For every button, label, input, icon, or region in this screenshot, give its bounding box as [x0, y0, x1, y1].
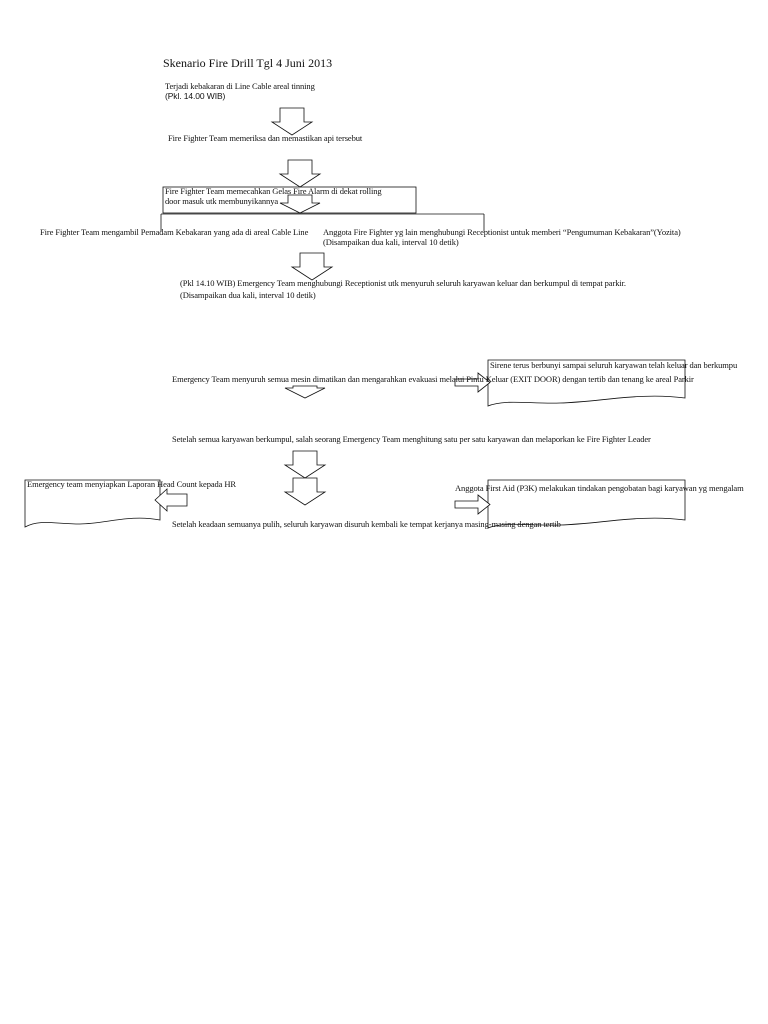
arrow-down-1 — [272, 108, 312, 135]
step4-right-text-line2: (Disampaikan dua kali, interval 10 detik) — [323, 237, 459, 247]
step8-right-text: Anggota First Aid (P3K) melakukan tindakan pengobatan bagi karyawan yg mengalam — [455, 483, 744, 493]
step3-text-line1: Fire Fighter Team memecahkan Gelas Fire Alarm di dekat rolling — [165, 186, 382, 196]
arrow-down-5 — [285, 386, 325, 398]
step3-text-line2: door masuk utk membunyikannya — [165, 196, 279, 206]
step6-side-text: Sirene terus berbunyi sampai seluruh karyawan telah keluar dan berkumpu — [490, 360, 738, 370]
step1-time: (Pkl. 14.00 WIB) — [165, 91, 226, 101]
step5-text-line2: (Disampaikan dua kali, interval 10 detik) — [180, 290, 316, 300]
arrow-right-2 — [455, 495, 490, 514]
arrow-down-6 — [285, 451, 325, 478]
step2-text: Fire Fighter Team memeriksa dan memastikan api tersebut — [168, 133, 363, 143]
step6-text: Emergency Team menyuruh semua mesin dimatikan dan mengarahkan evakuasi melalui Pintu Keluar (EXIT DOOR) dengan tertib dan tenang ke areal Parkir — [172, 374, 694, 384]
arrow-down-4 — [292, 253, 332, 280]
step4-left-text: Fire Fighter Team mengambil Pemadam Kebakaran yang ada di areal Cable Line — [40, 227, 309, 237]
step7-text: Setelah semua karyawan berkumpul, salah seorang Emergency Team menghitung satu per satu karyawan dan melaporkan ke Fire Fighter Leader — [172, 434, 651, 444]
page-title: Skenario Fire Drill Tgl 4 Juni 2013 — [163, 56, 333, 70]
step5-text-line1: (Pkl 14.10 WIB) Emergency Team menghubungi Receptionist utk menyuruh seluruh karyawan keluar dan berkumpul di tempat parkir. — [180, 278, 626, 288]
arrow-down-3 — [280, 195, 320, 213]
step9-text: Setelah keadaan semuanya pulih, seluruh karyawan disuruh kembali ke tempat kerjanya masing-masing dengan tertib — [172, 519, 561, 529]
step1-text: Terjadi kebakaran di Line Cable areal tinning — [165, 81, 315, 91]
step4-right-text-line1: Anggota Fire Fighter yg lain menghubungi Receptionist untuk memberi “Pengumuman Kebakaran”(Yozita) — [323, 227, 681, 237]
step8-left-text: Emergency team menyiapkan Laporan Head Count kepada HR — [27, 479, 236, 489]
arrow-down-2 — [280, 160, 320, 187]
arrow-down-7 — [285, 478, 325, 505]
